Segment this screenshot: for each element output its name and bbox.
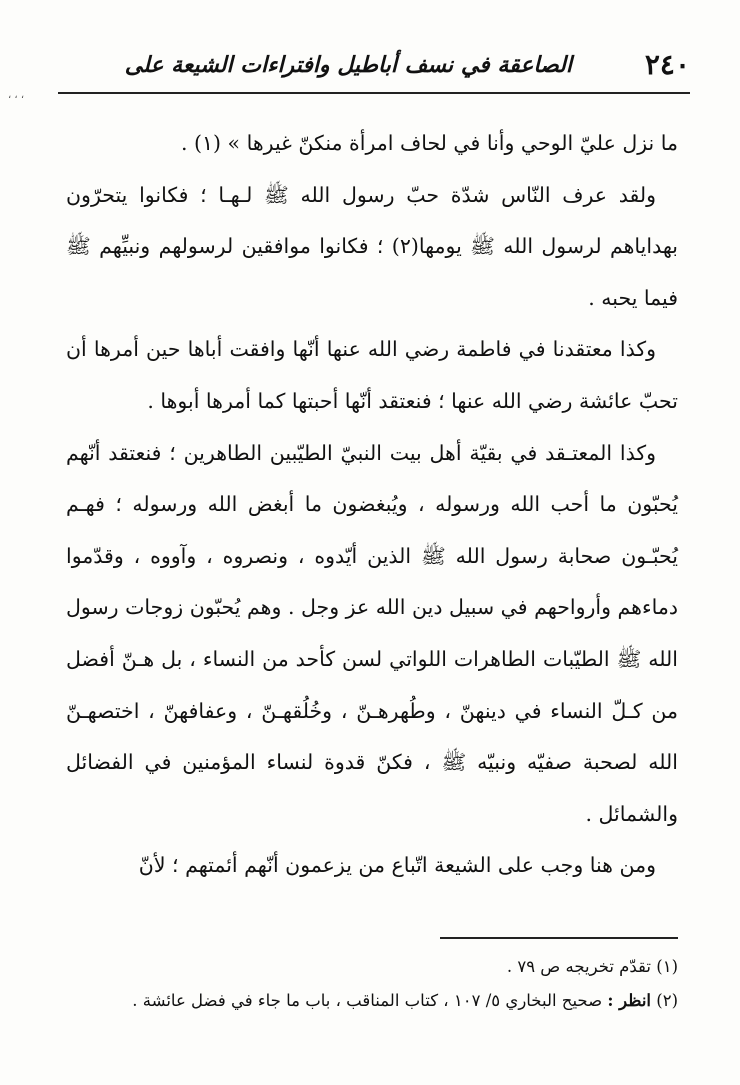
paragraph-5: ومن هنا وجب على الشيعة اتّباع من يزعمون أنّهم أئمتهم ؛ لأنّ [138,853,656,878]
footnote-1 [66,950,678,984]
footnote-text: تقدّم تخريجه ص ٧٩ . [506,957,651,976]
footnote-lead: انظر : [607,991,651,1010]
running-title: الصاعقة في نسف أباطيل وافتراءات الشيعة على [124,52,572,78]
footnote-marker: (٢) [656,991,678,1010]
footnote-separator [440,937,678,939]
main-text [66,118,678,892]
footnote-2 [66,984,678,1018]
paragraph-3: وكذا معتقدنا في فاطمة رضي الله عنها أنّها وافقت أباها حين أمرها أن تحبّ عائشة رضي الله عنها ؛ فنعتقد أنّها أحبتها كما أمرها أبوها . [66,337,678,413]
page-number: ٢٤٠ [644,48,690,81]
footnote-text: صحيح البخاري ٥/ ١٠٧ ، كتاب المناقب ، باب ما جاء في فضل عائشة . [132,991,603,1010]
paragraph-1: ما نزل عليّ الوحي وأنا في لحاف امرأة منكنّ غيرها » (١) . [180,131,678,155]
page-header [58,40,690,94]
footnote-marker: (١) [656,957,678,976]
margin-marks: ، ، ، [8,90,25,101]
paragraph-4: وكذا المعتـقد في بقيّة أهل بيت النبيّ الطيّبين الطاهرين ؛ فنعتقد أنّهم يُحبّون ما أحب الله ورسوله ، ويُبغضون ما أبغض الله ورسوله ؛ فهـم يُحبّـون صحابة رسول الله ﷺ الذين أيّدوه ، ونصروه ، وآووه ، وقدّموا دماءهم وأرواحهم في سبيل دين الله عز وجل . وهم يُحبّون زوجات رسول الله ﷺ الطيّبات الطاهرات اللواتي لسن كأحد من النساء ، بل هـنّ أفضل من كـلّ النساء في دينهنّ ، وطُهرهـنّ ، وخُلُقهـنّ ، وعفافهنّ ، اختصهـنّ الله لصحبة صفيّه ونبيّه ﷺ ، فكنّ قدوة لنساء المؤمنين في الفضائل والشمائل . [66,440,678,826]
paragraph-2: ولقد عرف النّاس شدّة حبّ رسول الله ﷺ لـهـا ؛ فكانوا يتحرّون بهداياهم لرسول الله ﷺ يومها(٢) ؛ فكانوا موافقين لرسولهم ونبيِّهم ﷺ فيما يحبه . [66,182,678,310]
footnotes [66,950,678,1018]
